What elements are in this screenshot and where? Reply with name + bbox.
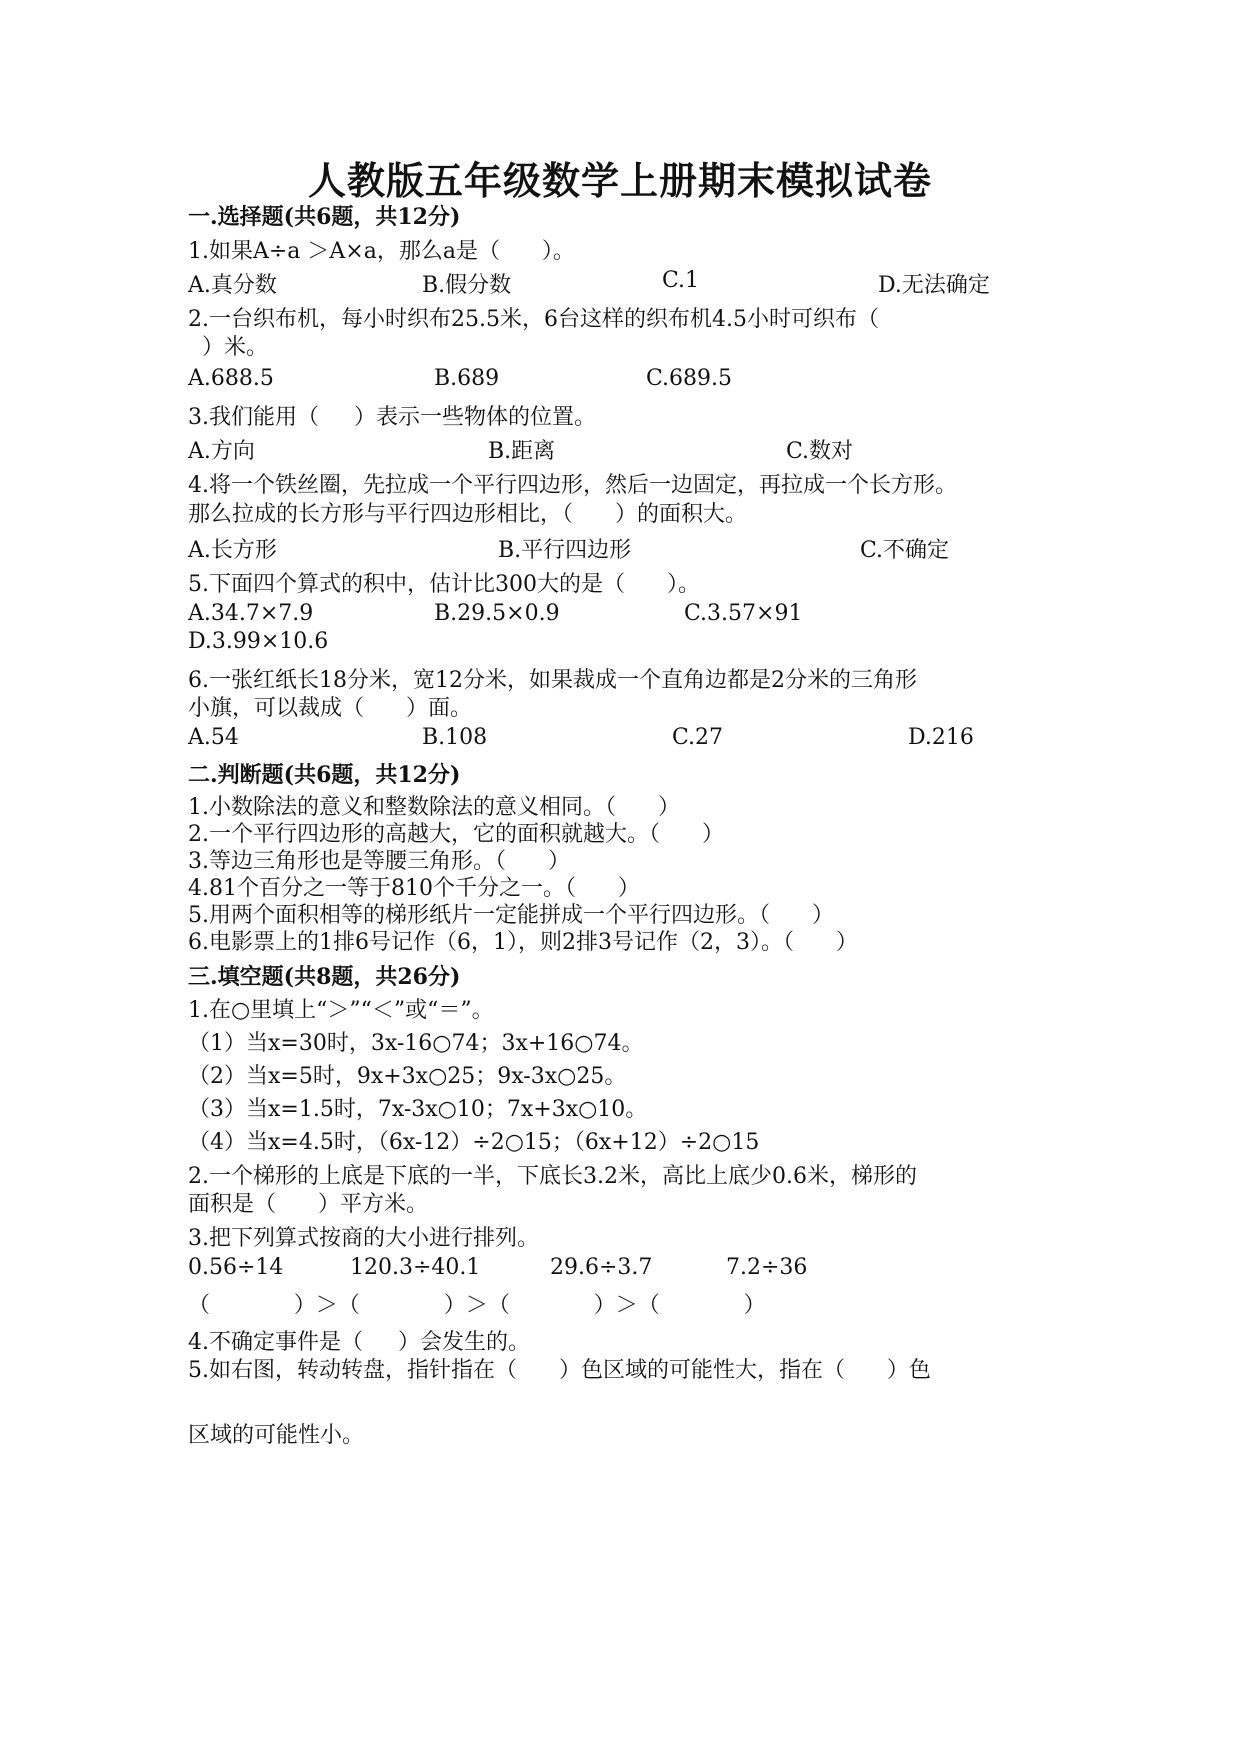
question-1-option-c: C.1	[662, 268, 700, 293]
question-5-option-d: D.3.99×10.6	[188, 629, 329, 654]
judge-item-2: 2.一个平行四边形的高越大，它的面积就越大。（ ）	[188, 822, 724, 847]
section-heading-choice: 一.选择题(共6题，共12分)	[188, 204, 461, 230]
section-heading-fill: 三.填空题(共8题，共26分)	[188, 964, 461, 990]
question-1-text: 1.如果A÷a ＞A×a，那么a是（ ）。	[188, 239, 575, 264]
fill-question-1-part-1: （1）当x=30时，3x-16○74；3x+16○74。	[188, 1031, 644, 1056]
judge-item-6: 6.电影票上的1排6号记作（6，1），则2排3号记作（2，3）。（ ）	[188, 930, 858, 955]
fill-question-1: 1.在○里填上“＞”“＜”或“＝”。	[188, 998, 494, 1023]
question-1-option-d: D.无法确定	[878, 273, 990, 298]
fill-question-5-line-1: 5.如右图，转动转盘，指针指在（ ）色区域的可能性大，指在（ ）色	[188, 1358, 931, 1383]
question-3-option-b: B.距离	[488, 439, 556, 464]
question-5-option-c: C.3.57×91	[684, 601, 803, 626]
judge-item-4: 4.81个百分之一等于810个千分之一。（ ）	[188, 876, 640, 901]
question-4-option-a: A.长方形	[188, 538, 277, 563]
question-6-option-a: A.54	[188, 725, 239, 750]
fill-question-3: 3.把下列算式按商的大小进行排列。	[188, 1226, 539, 1251]
fill-question-1-part-2: （2）当x=5时，9x+3x○25；9x-3x○25。	[188, 1064, 627, 1089]
question-2-line-1: 2.一台织布机，每小时织布25.5米，6台这样的织布机4.5小时可织布（	[188, 307, 879, 332]
fill-question-2-line-2: 面积是（ ）平方米。	[188, 1192, 428, 1217]
fill-question-3-order-blanks: （ ）＞（ ）＞（ ）＞（ ）	[188, 1293, 766, 1318]
question-3-text: 3.我们能用（ ）表示一些物体的位置。	[188, 405, 596, 430]
question-2-line-2: ）米。	[188, 335, 268, 360]
question-2-option-b: B.689	[434, 366, 500, 391]
question-1-option-a: A.真分数	[188, 273, 277, 298]
fill-question-3-expression-2: 120.3÷40.1	[350, 1255, 481, 1280]
page-title: 人教版五年级数学上册期末模拟试卷	[307, 158, 932, 203]
question-6-option-b: B.108	[422, 725, 488, 750]
fill-question-1-part-4: （4）当x=4.5时，（6x-12）÷2○15；（6x+12）÷2○15	[188, 1130, 760, 1155]
section-heading-judge: 二.判断题(共6题，共12分)	[188, 762, 461, 788]
question-5-text: 5.下面四个算式的积中，估计比300大的是（ ）。	[188, 572, 700, 597]
question-6-option-d: D.216	[908, 725, 974, 750]
question-6-option-c: C.27	[672, 725, 724, 750]
question-2-option-c: C.689.5	[646, 366, 733, 391]
question-2-option-a: A.688.5	[188, 366, 274, 391]
judge-item-3: 3.等边三角形也是等腰三角形。（ ）	[188, 849, 570, 874]
question-4-option-b: B.平行四边形	[498, 538, 632, 563]
question-4-line-2: 那么拉成的长方形与平行四边形相比，（ ）的面积大。	[188, 502, 747, 527]
question-5-option-a: A.34.7×7.9	[188, 601, 314, 626]
judge-item-1: 1.小数除法的意义和整数除法的意义相同。（ ）	[188, 795, 680, 820]
fill-question-1-part-3: （3）当x=1.5时，7x-3x○10；7x+3x○10。	[188, 1097, 648, 1122]
question-6-line-2: 小旗，可以裁成（ ）面。	[188, 696, 472, 721]
question-4-line-1: 4.将一个铁丝圈，先拉成一个平行四边形，然后一边固定，再拉成一个长方形。	[188, 473, 957, 498]
fill-question-3-expression-3: 29.6÷3.7	[550, 1255, 653, 1280]
question-6-line-1: 6.一张红纸长18分米，宽12分米，如果裁成一个直角边都是2分米的三角形	[188, 668, 917, 693]
fill-question-3-expression-1: 0.56÷14	[188, 1255, 284, 1280]
fill-question-3-expression-4: 7.2÷36	[726, 1255, 808, 1280]
judge-item-5: 5.用两个面积相等的梯形纸片一定能拼成一个平行四边形。（ ）	[188, 903, 834, 928]
fill-question-4: 4.不确定事件是（ ）会发生的。	[188, 1330, 530, 1355]
question-3-option-a: A.方向	[188, 439, 255, 464]
question-5-option-b: B.29.5×0.9	[434, 601, 560, 626]
question-1-option-b: B.假分数	[422, 273, 512, 298]
question-3-option-c: C.数对	[786, 439, 854, 464]
fill-question-5-line-2: 区域的可能性小。	[188, 1423, 365, 1448]
question-4-option-c: C.不确定	[860, 538, 950, 563]
fill-question-2-line-1: 2.一个梯形的上底是下底的一半，下底长3.2米，高比上底少0.6米，梯形的	[188, 1164, 917, 1189]
